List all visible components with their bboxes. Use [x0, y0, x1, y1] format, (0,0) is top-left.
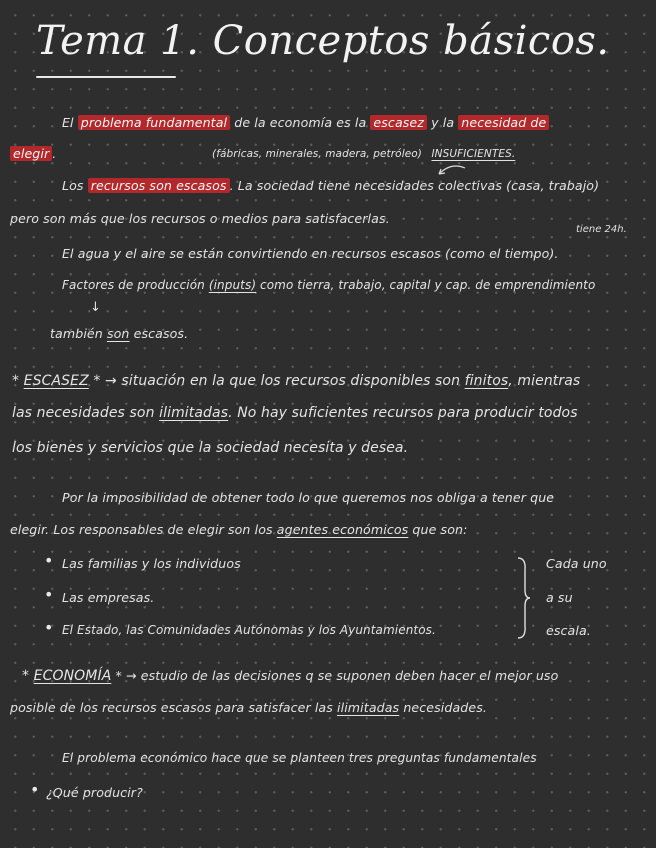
- star-icon: *: [12, 373, 24, 389]
- star-icon: *: [22, 668, 34, 684]
- finitos-term: finitos: [464, 373, 509, 389]
- son-underlined: son: [106, 326, 130, 341]
- escasez-term: ESCASEZ: [23, 373, 89, 389]
- ilimitadas-term: ilimitadas: [337, 700, 400, 715]
- p2-line2: pero son más que los recursos o medios para satisfacerlas.: [10, 211, 390, 226]
- arrow-down-icon: ↓: [90, 300, 101, 315]
- bullet-estado: El Estado, las Comunidades Autónomas y los Ayuntamientos.: [62, 623, 436, 637]
- bullet-dot: •: [44, 585, 54, 604]
- text: también: [50, 326, 107, 341]
- text: .: [52, 146, 57, 161]
- highlight-elegir: elegir: [10, 146, 52, 161]
- page-title: Tema 1. Conceptos básicos.: [36, 18, 610, 64]
- escasez-line3: los bienes y servicios que la sociedad necesita y desea.: [12, 440, 409, 456]
- economia-line1: [22, 668, 558, 684]
- highlight-recursos: recursos son escasos: [88, 178, 230, 193]
- text: . No hay suficientes recursos para producir todos: [228, 405, 578, 421]
- brace-note-1: Cada uno: [546, 556, 607, 571]
- text: como tierra, trabajo, capital y cap. de emprendimiento: [256, 278, 596, 292]
- text: El: [62, 115, 78, 130]
- text: . La sociedad tiene necesidades colectivas (casa, trabajo): [229, 178, 600, 193]
- text: que son:: [408, 522, 468, 537]
- resource-examples: (fábricas, minerales, madera, petróleo): [212, 148, 423, 160]
- economia-line2: [10, 700, 487, 715]
- brace-note-3: escala.: [546, 623, 591, 638]
- p2-line1: [62, 178, 599, 193]
- escasez-line1: [12, 373, 580, 389]
- bullet-dot: •: [30, 780, 40, 799]
- inputs-label: (inputs): [208, 278, 257, 292]
- brace-note-2: a su: [546, 590, 573, 605]
- text: * → situación en la que los recursos disponibles son: [88, 373, 465, 389]
- text: las necesidades son: [12, 405, 160, 421]
- bullet-familias: Las familias y los individuos: [62, 556, 241, 571]
- highlight-escasez: escasez: [370, 115, 427, 130]
- text: * → estudio de las decisiones q se suponen deben hacer el mejor uso: [111, 668, 559, 683]
- p1-line1: [62, 115, 549, 130]
- curved-arrow-icon: [435, 158, 475, 180]
- text: elegir. Los responsables de elegir son los: [10, 522, 277, 537]
- p4-line: [62, 278, 595, 292]
- question-que-producir: ¿Qué producir?: [46, 785, 143, 800]
- p7-line: El problema económico hace que se planteen tres preguntas fundamentales: [62, 751, 537, 765]
- text: de la economía es la: [230, 115, 371, 130]
- note-24h: tiene 24h.: [576, 224, 627, 235]
- highlight-problema: problema fundamental: [78, 115, 230, 130]
- text: y la: [426, 115, 459, 130]
- bullet-empresas: Las empresas.: [62, 590, 155, 605]
- insuficientes-label: INSUFICIENTES.: [431, 148, 516, 160]
- p1-line2: [10, 146, 56, 161]
- economia-term: ECONOMÍA: [33, 668, 112, 684]
- bullet-dot: •: [44, 618, 54, 637]
- p5-line: [50, 326, 188, 341]
- title-underline: [36, 76, 176, 78]
- text: escasos.: [129, 326, 189, 341]
- ilimitadas-term: ilimitadas: [159, 405, 229, 421]
- text: necesidades.: [399, 700, 488, 715]
- text: Los: [62, 178, 88, 193]
- right-brace-icon: [516, 556, 532, 640]
- text: Factores de producción: [62, 278, 209, 292]
- escasez-line2: [12, 405, 578, 421]
- text: , mientras: [508, 373, 581, 389]
- text: posible de los recursos escasos para satisfacer las: [10, 700, 338, 715]
- bullet-dot: •: [44, 551, 54, 570]
- p6-line2: [10, 522, 467, 537]
- p3-line: El agua y el aire se están convirtiendo en recursos escasos (como el tiempo).: [62, 246, 559, 261]
- agentes-term: agentes económicos: [276, 522, 409, 537]
- p6-line1: Por la imposibilidad de obtener todo lo que queremos nos obliga a tener que: [62, 490, 555, 505]
- highlight-necesidad: necesidad de: [458, 115, 549, 130]
